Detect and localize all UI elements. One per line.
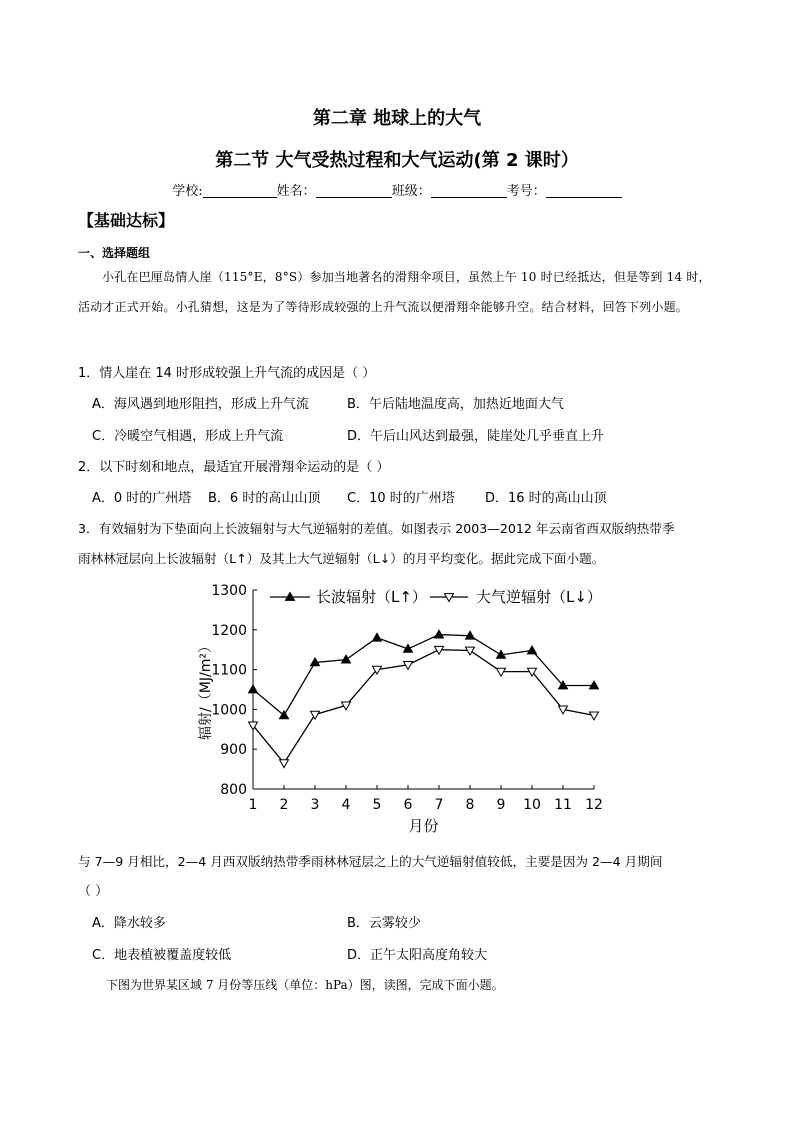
q3-option-a[interactable]: A．降水较多: [92, 916, 166, 931]
x-tick-label: 1: [248, 797, 258, 813]
q1-option-b[interactable]: B．午后陆地温度高，加热近地面大气: [347, 397, 564, 412]
q2-option-a[interactable]: A．0 时的广州塔: [92, 491, 192, 506]
q1-option-a[interactable]: A．海风遇到地形阻挡，形成上升气流: [92, 397, 309, 412]
q2-stem: 2．以下时刻和地点，最适宜开展滑翔伞运动的是（ ）: [78, 460, 390, 475]
x-tick-label: 10: [523, 797, 541, 813]
legend-label-2: 大气逆辐射（L↓）: [476, 588, 602, 606]
next-question-intro: 下图为世界某区域 7 月份等压线（单位：hPa）图，读图，完成下面小题。: [106, 978, 504, 992]
x-axis-label: 月份: [408, 817, 439, 835]
q3-intro-line2: 雨林林冠层向上长波辐射（L↑）及其上大气逆辐射（L↓）的月平均变化。据此完成下面小题。: [78, 551, 605, 566]
name-label: 姓名：: [276, 184, 316, 199]
x-tick-label: 7: [434, 797, 444, 813]
y-tick-label: 1300: [211, 583, 247, 599]
class-label: 班级：: [391, 184, 431, 199]
q3-option-c[interactable]: C．地表植被覆盖度较低: [92, 948, 232, 963]
x-tick-label: 2: [279, 797, 289, 813]
y-tick-label: 900: [220, 742, 247, 759]
q2-option-c[interactable]: C．10 时的广州塔: [347, 491, 455, 506]
x-tick-label: 9: [496, 797, 506, 813]
q1-stem: 1．情人崖在 14 时形成较强上升气流的成因是（ ）: [78, 366, 376, 381]
part-heading: 一、选择题组: [78, 246, 151, 260]
series-1-point: [435, 630, 444, 638]
exam-no-label: 考号：: [506, 184, 546, 199]
student-info-row: [0, 180, 794, 199]
series-line-1: [253, 635, 594, 716]
y-tick-label: 1000: [211, 702, 247, 719]
y-tick-label: 1200: [211, 622, 247, 639]
series-2-point: [280, 760, 289, 768]
q3-option-d[interactable]: D．正午太阳高度角较大: [347, 948, 488, 963]
radiation-line-chart: [180, 576, 620, 838]
chapter-title: 第二章 地球上的大气: [312, 108, 482, 129]
x-tick-label: 8: [465, 797, 475, 813]
q3-option-b[interactable]: B．云雾较少: [347, 916, 421, 931]
x-tick-label: 11: [554, 797, 572, 813]
x-tick-label: 4: [341, 797, 351, 813]
name-field[interactable]: [316, 183, 392, 198]
series-1-point: [528, 646, 537, 654]
section-title: 第二节 大气受热过程和大气运动(第 2 课时）: [215, 150, 579, 171]
y-axis-label: 辐射/（MJ/m²）: [198, 639, 214, 740]
series-line-2: [253, 650, 594, 763]
legend-label-1: 长波辐射（L↑）: [316, 588, 427, 606]
q1-option-d[interactable]: D．午后山风达到最强，陡崖处几乎垂直上升: [347, 429, 605, 444]
school-label: 学校:: [172, 184, 203, 199]
school-field[interactable]: [203, 183, 277, 198]
y-tick-label: 800: [220, 782, 247, 798]
series-1-point: [373, 633, 382, 641]
q2-option-d[interactable]: D．16 时的高山山顶: [485, 491, 607, 506]
series-1-point: [342, 655, 351, 663]
passage-1: 小孔在巴厘岛情人崖（115°E，8°S）参加当地著名的滑翔伞项目，虽然上午 10 时已经抵达，但是等到 14 时，活动才正式开始。小孔猜想，这是为了等待形成较强的上升气流以便滑翔伞能够升空。结合材料，回答下列小题。: [78, 270, 711, 314]
q1-option-c[interactable]: C．冷暖空气相遇，形成上升气流: [92, 429, 284, 444]
q3-stem-line2: （ ）: [78, 884, 109, 899]
series-2-point: [311, 711, 320, 719]
series-2-point: [590, 712, 599, 720]
q3-stem-line1: 与 7—9 月相比，2—4 月西双版纳热带季雨林林冠层之上的大气逆辐射值较低，主要是因为 2—4 月期间: [78, 854, 663, 869]
x-tick-label: 6: [403, 797, 413, 813]
y-tick-label: 1100: [211, 662, 247, 679]
exam-no-field[interactable]: [546, 183, 622, 198]
x-tick-label: 5: [372, 797, 382, 813]
class-field[interactable]: [431, 183, 507, 198]
x-tick-label: 3: [310, 797, 320, 813]
section-label: 【基础达标】: [78, 211, 175, 230]
x-tick-label: 12: [585, 797, 603, 813]
series-1-point: [249, 685, 258, 693]
q3-intro-line1: 3．有效辐射为下垫面向上长波辐射与大气逆辐射的差值。如图表示 2003—2012 年云南省西双版纳热带季: [78, 521, 675, 536]
q2-option-b[interactable]: B．6 时的高山山顶: [208, 491, 321, 506]
